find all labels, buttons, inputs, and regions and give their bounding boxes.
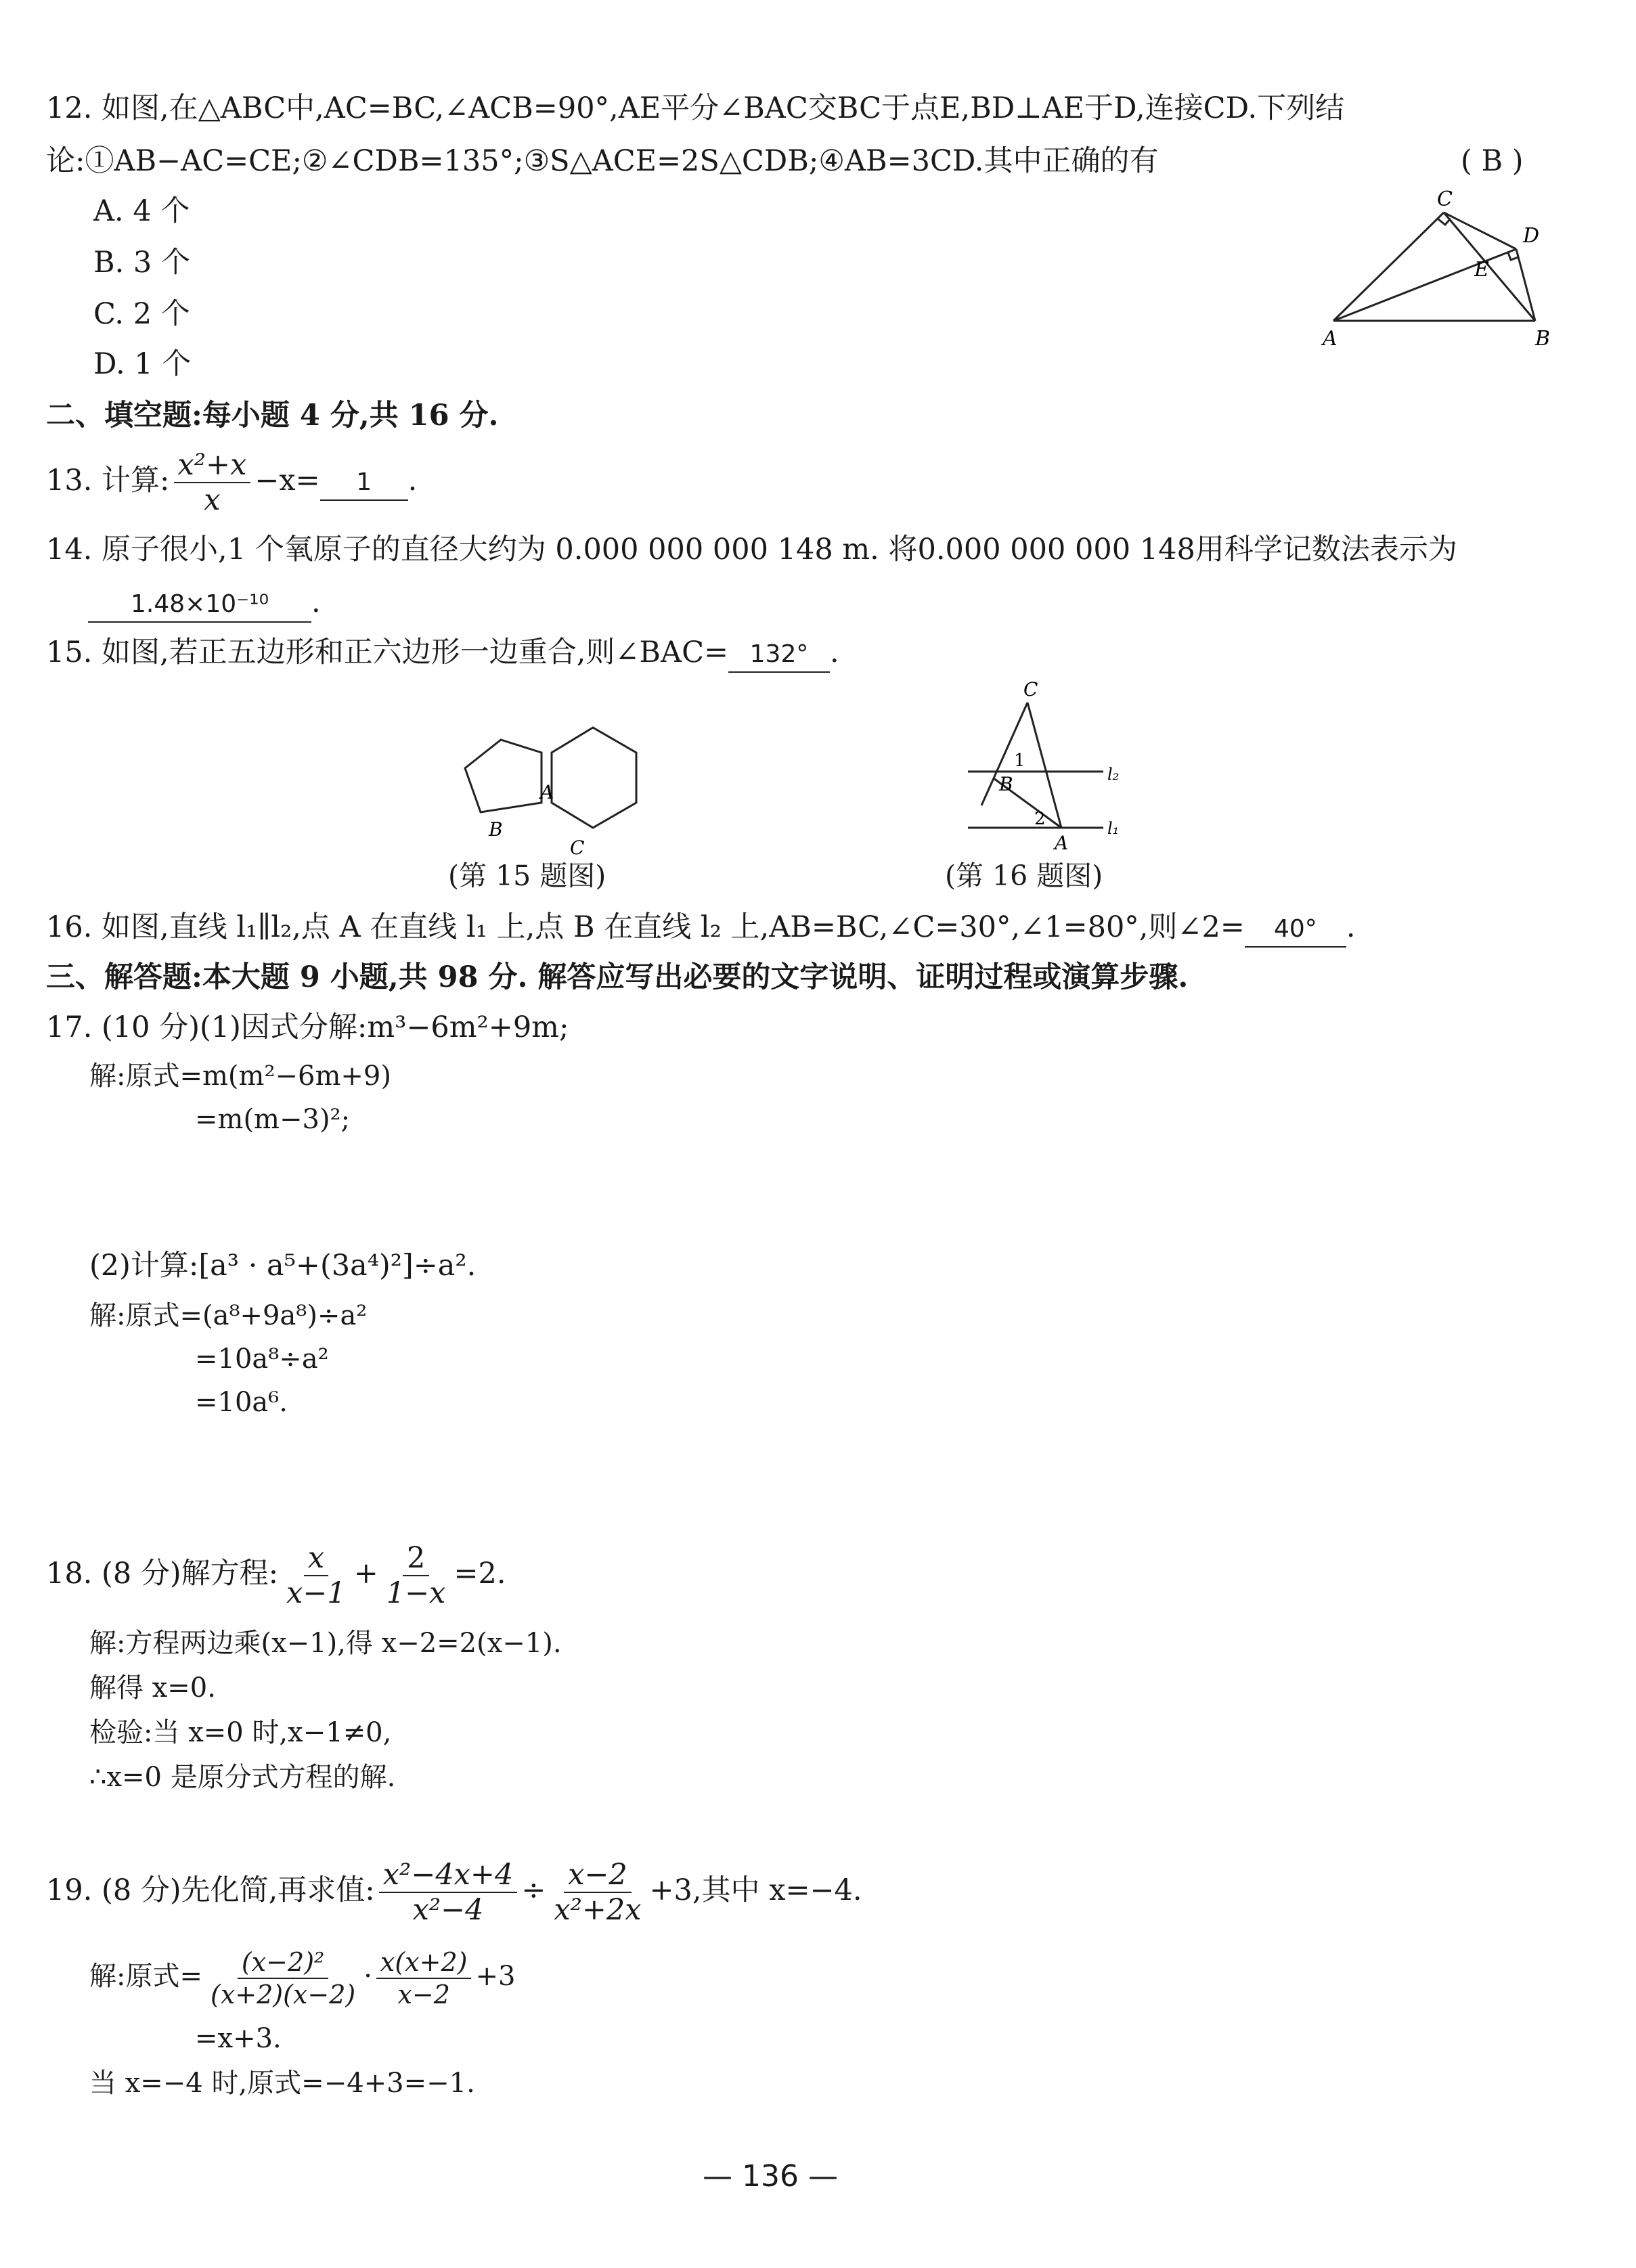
q18-plus: +	[353, 1557, 378, 1591]
q19-sol-line2: =x+3.	[195, 2023, 282, 2054]
q18-f1-denominator: x−1	[286, 1576, 346, 1610]
fig16-label-l2: l₂	[1107, 765, 1120, 784]
q19-sol-fraction-1	[206, 1947, 359, 2010]
q18-sol-line2: 解得 x=0.	[89, 1672, 216, 1704]
q12-segment-ac	[1333, 213, 1444, 321]
q12-answer: ( B )	[1461, 144, 1524, 178]
q13-numerator: x²+x	[174, 448, 251, 483]
q12-right-angle-c	[1438, 219, 1451, 225]
q19-fraction-1	[379, 1858, 518, 1927]
q19-f2-numerator: x−2	[564, 1858, 632, 1893]
fig15-pentagon	[465, 740, 541, 812]
q18-fraction-2	[382, 1541, 450, 1610]
fig15-hexagon	[552, 728, 636, 828]
q12-option-d: D. 1 个	[93, 347, 192, 381]
q15-text: 15. 如图,若正五边形和正六边形一边重合,则∠BAC=	[46, 636, 729, 669]
q19-f1-denominator: x²−4	[412, 1893, 484, 1927]
q19-sol-fraction-2	[376, 1947, 472, 2010]
q19-sol-prefix: 解:原式=	[89, 1961, 202, 1992]
q18-f1-numerator: x	[304, 1541, 328, 1576]
fig15-label-a: A	[540, 781, 554, 803]
q19-line	[46, 1853, 862, 1928]
q18-sol-line1: 解:方程两边乘(x−1),得 x−2=2(x−1).	[89, 1628, 562, 1659]
q18-f2-denominator: 1−x	[386, 1576, 446, 1610]
q19-sol-suffix: +3	[475, 1961, 516, 1992]
q18-suffix: =2.	[454, 1557, 506, 1591]
fig15-caption: (第 15 题图)	[448, 860, 606, 892]
q19-s2-numerator: x(x+2)	[376, 1947, 472, 1979]
q12-line1: 12. 如图,在△ABC中,AC=BC,∠ACB=90°,AE平分∠BAC交BC于点E,BD⊥AE于D,连接CD.下列结	[46, 91, 1345, 125]
q13-suffix: −x=	[255, 464, 320, 497]
q19-f1-numerator: x²−4x+4	[379, 1858, 518, 1893]
q12-label-b: B	[1535, 327, 1551, 351]
q14-line2	[88, 582, 321, 623]
fig16-label-c: C	[1023, 678, 1038, 701]
q12-figure	[1313, 190, 1570, 352]
q13-answer: 1	[320, 466, 408, 501]
q18-sol-line3: 检验:当 x=0 时,x−1≠0,	[89, 1717, 392, 1748]
q12-segment-cd	[1444, 213, 1516, 249]
q12-label-a: A	[1323, 327, 1337, 351]
q19-sol-line3: 当 x=−4 时,原式=−4+3=−1.	[89, 2068, 475, 2099]
q17-sol1-line2: =m(m−3)²;	[195, 1104, 351, 1135]
q17-sol2-line3: =10a⁶.	[195, 1387, 288, 1418]
fig16-label-1: 1	[1014, 751, 1025, 771]
q19-s2-denominator: x−2	[397, 1980, 450, 2009]
q19-f2-denominator: x²+2x	[554, 1893, 642, 1927]
q15-answer: 132°	[728, 638, 830, 673]
q19-sol-line1	[89, 1942, 515, 2010]
q12-label-c: C	[1437, 190, 1453, 211]
q18-f2-numerator: 2	[403, 1541, 429, 1576]
q13-prefix: 13. 计算:	[46, 464, 170, 497]
fig16-caption: (第 16 题图)	[945, 860, 1103, 892]
q12-label-e: E	[1474, 258, 1489, 282]
q14-line1: 14. 原子很小,1 个氧原子的直径大约为 0.000 000 000 148 m. 将0.000 000 000 148用科学记数法表示为	[46, 533, 1457, 566]
fig15-figure	[447, 717, 650, 873]
q12-label-d: D	[1523, 224, 1540, 248]
fig15-label-c: C	[570, 837, 585, 859]
q13-fraction	[174, 448, 251, 517]
q12-option-c: C. 2 个	[93, 297, 190, 331]
q17-sol2-line2: =10a⁸÷a²	[195, 1343, 329, 1375]
q15-line	[46, 632, 839, 673]
fig15-label-b: B	[489, 818, 503, 841]
q18-sol-line4: ∴x=0 是原分式方程的解.	[89, 1762, 396, 1793]
q19-s1-denominator: (x+2)(x−2)	[211, 1980, 356, 2009]
q19-sol-dot: ·	[363, 1961, 372, 1992]
q17-part2: (2)计算:[a³ · a⁵+(3a⁴)²]÷a².	[89, 1249, 477, 1283]
q17-sol1-line1: 解:原式=m(m²−6m+9)	[89, 1061, 391, 1092]
q14-answer: 1.48×10⁻¹⁰	[88, 587, 311, 623]
q19-prefix: 19. (8 分)先化简,再求值:	[46, 1873, 375, 1907]
fig16-segment-cb-ext	[981, 778, 994, 805]
q16-answer: 40°	[1245, 912, 1346, 948]
q15-end: .	[830, 636, 839, 669]
q18-fraction-1	[282, 1541, 350, 1610]
q19-div: ÷	[521, 1873, 546, 1907]
q13-end: .	[407, 464, 418, 497]
q19-fraction-2	[550, 1858, 645, 1927]
fig16-label-b: B	[999, 773, 1013, 795]
q12-line2: 论:①AB−AC=CE;②∠CDB=135°;③S△ACE=2S△CDB;④AB=3CD.其中正确的有	[46, 144, 1159, 178]
page-number: — 136 —	[703, 2159, 838, 2194]
q12-option-b: B. 3 个	[93, 246, 190, 280]
q18-prefix: 18. (8 分)解方程:	[46, 1557, 279, 1591]
q19-suffix: +3,其中 x=−4.	[649, 1873, 862, 1907]
q14-end: .	[311, 585, 321, 619]
q13-denominator: x	[204, 483, 221, 517]
q16-line	[46, 907, 1356, 948]
fig16-figure	[954, 677, 1157, 860]
q17-part1: 17. (10 分)(1)因式分解:m³−6m²+9m;	[46, 1010, 569, 1044]
q19-s1-numerator: (x−2)²	[238, 1947, 328, 1979]
fig16-label-2: 2	[1034, 809, 1046, 829]
section3-heading: 三、解答题:本大题 9 小题,共 98 分. 解答应写出必要的文字说明、证明过程或演算步骤.	[46, 960, 1189, 994]
section2-heading: 二、填空题:每小题 4 分,共 16 分.	[46, 399, 499, 432]
q16-text: 16. 如图,直线 l₁∥l₂,点 A 在直线 l₁ 上,点 B 在直线 l₂ 上,AB=BC,∠C=30°,∠1=80°,则∠2=	[46, 910, 1245, 944]
q13-line	[46, 447, 417, 517]
q16-end: .	[1346, 910, 1356, 944]
q12-option-a: A. 4 个	[93, 194, 190, 228]
fig16-label-l1: l₁	[1107, 819, 1120, 838]
q17-sol2-line1: 解:原式=(a⁸+9a⁸)÷a²	[89, 1300, 368, 1331]
fig16-label-a: A	[1055, 832, 1069, 854]
q18-line	[46, 1536, 506, 1611]
